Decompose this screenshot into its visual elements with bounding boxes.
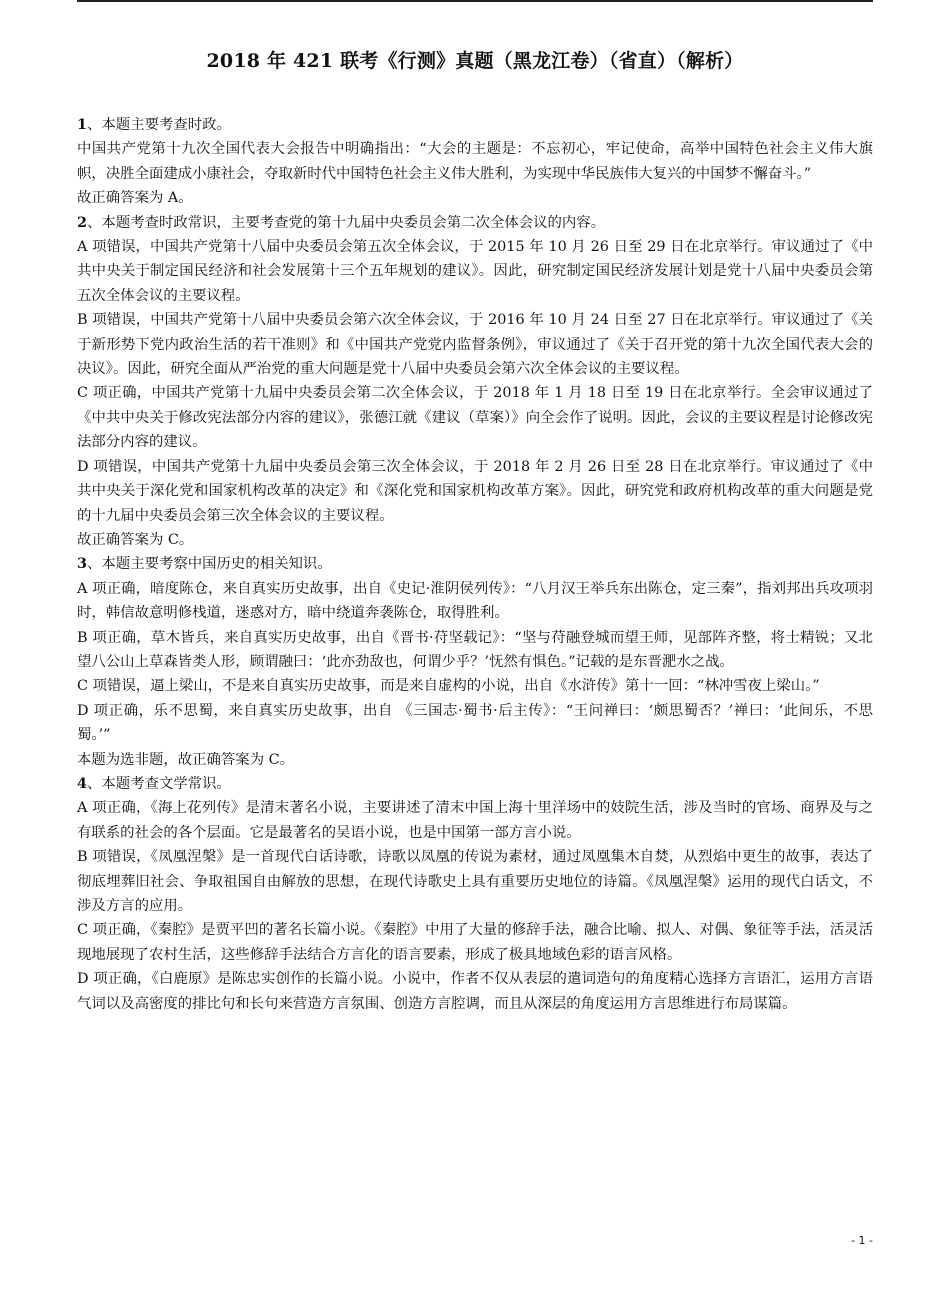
paragraph: 中国共产党第十九次全国代表大会报告中明确指出：“大会的主题是：不忘初心，牢记使命，高举中国特色社会主义伟大旗帜，决胜全面建成小康社会，夺取新时代中国特色社会主义伟大胜利，为实现中华民族伟大复兴的中国梦不懈奋斗。” <box>77 141 873 182</box>
page-number: - 1 - <box>851 1234 873 1247</box>
document-title: 2018 年 421 联考《行测》真题（黑龙江卷）（省直）（解析） <box>206 50 744 72</box>
question-number: 2 <box>77 213 88 231</box>
question-number: 4 <box>77 774 88 792</box>
question-heading-text: 、本题考查文学常识。 <box>87 775 231 792</box>
paragraph: C 项正确，中国共产党第十九届中央委员会第二次全体会议，于 2018 年 1 月 18 日至 19 日在北京举行。全会审议通过了《中共中央关于修改宪法部分内容的建议》，张德江就《建议（草案）》向全会作了说明。因此，会议的主要议程是讨论修改宪法部分内容的建议。 <box>77 385 873 451</box>
paragraph: D 项错误，中国共产党第十九届中央委员会第三次全体会议，于 2018 年 2 月 26 日至 28 日在北京举行。审议通过了《中共中央关于深化党和国家机构改革的决定》和《深化党和国家机构改革方案》。因此，研究党和政府机构改革的重大问题是党的十九届中央委员会第三次全体会议的主要议程。 <box>77 458 873 524</box>
paragraph: C 项错误，逼上梁山，不是来自真实历史故事，而是来自虚构的小说，出自《水浒传》第十一回：“林冲雪夜上梁山。” <box>77 678 820 695</box>
paragraph: B 项正确，草木皆兵，来自真实历史故事，出自《晋书·苻坚载记》：“坚与苻融登城而望王师，见部阵齐整，将士精锐；又北望八公山上草森皆类人形，顾谓融曰：‘此亦劲敌也，何谓少乎？’怃然有惧色。”记载的是东晋淝水之战。 <box>77 629 873 670</box>
answer-line: 本题为选非题，故正确答案为 C。 <box>77 751 295 768</box>
question-4-heading <box>77 772 873 796</box>
document-body <box>77 113 873 1016</box>
answer-line: 故正确答案为 A。 <box>77 190 193 207</box>
paragraph: A 项错误，中国共产党第十八届中央委员会第五次全体会议，于 2015 年 10 月 26 日至 29 日在北京举行。审议通过了《中共中央关于制定国民经济和社会发展第十三个五年规划的建议》。因此，研究制定国民经济发展计划是党十八届中央委员会第五次全体会议的主要议程。 <box>77 239 873 304</box>
paragraph: D 项正确，《白鹿原》是陈忠实创作的长篇小说。小说中，作者不仅从表层的遣词造句的角度精心选择方言语汇，运用方言语气词以及高密度的排比句和长句来营造方言氛围、创造方言腔调，而且从深层的角度运用方言思维进行布局谋篇。 <box>77 971 873 1012</box>
paragraph: A 项正确，《海上花列传》是清末著名小说，主要讲述了清末中国上海十里洋场中的妓院生活，涉及当时的官场、商界及与之有联系的社会的各个层面。它是最著名的吴语小说，也是中国第一部方言小说。 <box>77 800 873 841</box>
question-number: 3 <box>77 555 88 573</box>
paragraph: A 项正确，暗度陈仓，来自真实历史故事，出自《史记·淮阴侯列传》：“八月汉王举兵东出陈仓，定三秦”，指刘邦出兵攻项羽时，韩信故意明修栈道，迷惑对方，暗中绕道奔袭陈仓，取得胜利。 <box>77 580 873 622</box>
question-heading-text: 、本题主要考察中国历史的相关知识。 <box>87 556 332 573</box>
paragraph: B 项错误，《凤凰涅槃》是一首现代白话诗歌，诗歌以凤凰的传说为素材，通过凤凰集木自焚，从烈焰中更生的故事，表达了彻底埋葬旧社会、争取祖国自由解放的思想，在现代诗歌史上具有重要历史地位的诗篇。《凤凰涅槃》运用的现代白话文，不涉及方言的应用。 <box>77 849 873 914</box>
question-2-heading <box>77 211 873 235</box>
paragraph: B 项错误，中国共产党第十八届中央委员会第六次全体会议，于 2016 年 10 月 24 日至 27 日在北京举行。审议通过了《关于新形势下党内政治生活的若干准则》和《中国共产党党内监督条例》，审议通过了《关于召开党的第十九次全国代表大会的决议》。因此，研究全面从严治党的重大问题是党十八届中央委员会第六次全体会议的主要议程。 <box>77 312 873 378</box>
answer-line: 故正确答案为 C。 <box>77 531 194 548</box>
question-heading-text: 、本题主要考查时政。 <box>87 117 231 133</box>
question-heading-text: 、本题考查时政常识，主要考查党的第十九届中央委员会第二次全体会议的内容。 <box>87 214 606 231</box>
question-number: 1 <box>77 116 88 133</box>
paragraph: C 项正确，《秦腔》是贾平凹的著名长篇小说。《秦腔》中用了大量的修辞手法，融合比喻、拟人、对偶、象征等手法，活灵活现地展现了农村生活，这些修辞手法结合方言化的语言要素，形成了极具地域色彩的语言风格。 <box>77 922 873 963</box>
question-3-heading <box>77 552 873 576</box>
header-rule <box>77 0 873 2</box>
question-1-heading <box>77 113 873 137</box>
paragraph: D 项正确，乐不思蜀，来自真实历史故事，出自 《三国志·蜀书·后主传》：“王问禅曰：‘颇思蜀否？’禅曰：‘此间乐，不思蜀。’” <box>77 702 873 744</box>
